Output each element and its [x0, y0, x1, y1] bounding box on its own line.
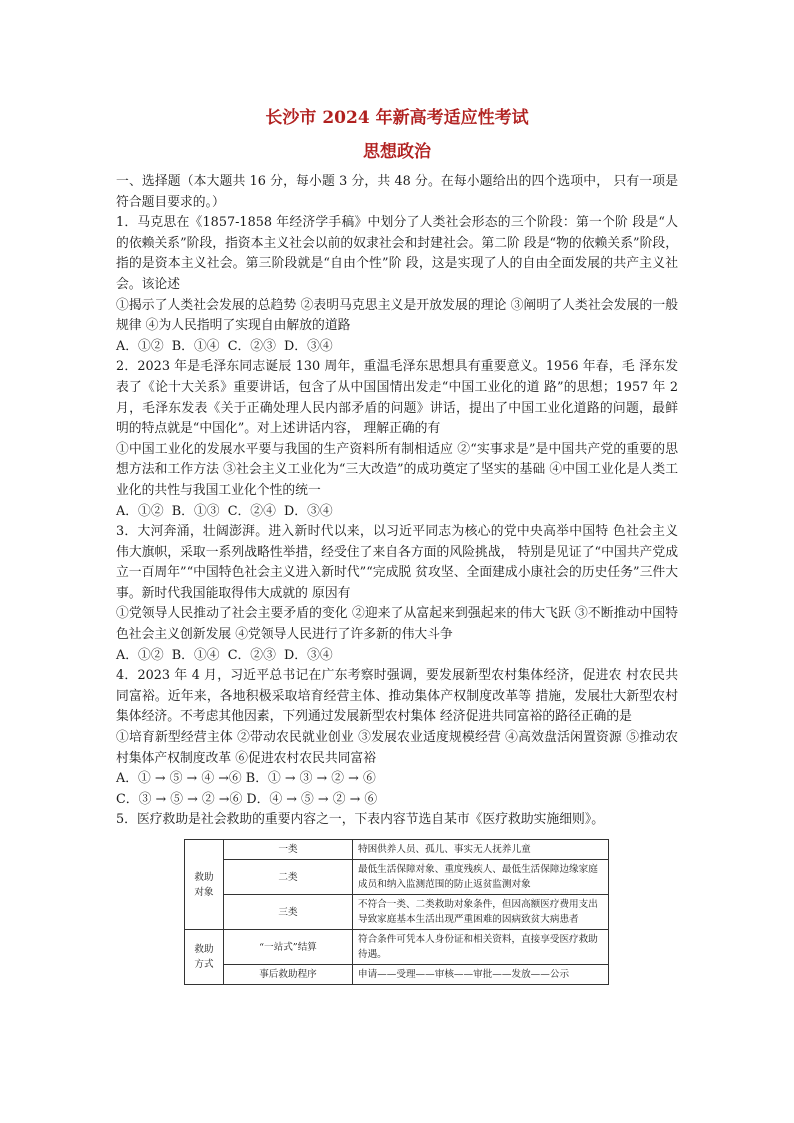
- row-label: 一类: [224, 840, 353, 860]
- question-4: [116, 666, 678, 810]
- exam-page: [116, 100, 678, 985]
- question-1: [116, 213, 678, 357]
- exam-title: 长沙市 2024 年新高考适应性考试: [265, 108, 529, 128]
- medical-aid-table: [184, 839, 609, 985]
- table-row: [185, 930, 609, 965]
- aid-method-header: 救助方式: [185, 930, 224, 985]
- row-label: 二类: [224, 860, 353, 895]
- question-items: ①培育新型经营主体 ②带动农民就业创业 ③发展农业适度规模经营 ④高效盘活闲置资源 ⑤推动农村集体产权制度改革 ⑥促进农村农民共同富裕: [116, 730, 678, 766]
- row-label: “一站式”结算: [224, 930, 353, 965]
- question-items: ①揭示了人类社会发展的总趋势 ②表明马克思主义是开放发展的理论 ③阐明了人类社会发展的一般规律 ④为人民指明了实现自由解放的道路: [116, 297, 678, 334]
- question-stem: 1．马克思在《1857-1858 年经济学手稿》中划分了人类社会形态的三个阶段：第一个阶 段是“人的依赖关系”阶段，指资本主义社会以前的奴隶社会和封建社会。第二阶 段是“物的依赖关系”阶段，指的是资本主义社会。第三阶段就是“自由个性”阶 段，这是实现了人的自由全面发展的共产主义社会。该论述: [116, 215, 678, 292]
- row-content: 特困供养人员、孤儿、事实无人抚养儿童: [353, 840, 609, 860]
- table-row: [185, 965, 609, 985]
- row-label: 三类: [224, 895, 353, 930]
- question-stem: 2．2023 年是毛泽东同志诞辰 130 周年，重温毛泽东思想具有重要意义。1956 年春，毛 泽东发表了《论十大关系》重要讲话，包含了从中国国情出发走“中国工业化的道 路”的思想；1957 年 2 月，毛泽东发表《关于正确处理人民内部矛盾的问题》讲话，提出了中国工业化道路的问题，最鲜明的特点就是“中国化”。对上述讲话内容， 理解正确的有: [116, 359, 678, 437]
- question-options-line-2: C．③ → ⑤ → ② →⑥ D．④ → ⑤ → ② → ⑥: [116, 791, 378, 807]
- question-stem: 3．大河奔涌，壮阔澎湃。进入新时代以来，以习近平同志为核心的党中央高举中国特 色社会主义伟大旗帜，采取一系列战略性举措，经受住了来自各方面的风险挑战， 特别是见证了“中国共产党成立一百周年”“中国特色社会主义进入新时代”“完成脱 贫攻坚、全面建成小康社会的历史任务”三件大事。新时代我国能取得伟大成就的 原因有: [116, 524, 678, 601]
- question-stem: 4．2023 年 4 月，习近平总书记在广东考察时强调，要发展新型农村集体经济，促进农 村农民共同富裕。近年来，各地积极采取培育经营主体、推动集体产权制度改革等 措施，发展壮大新型农村集体经济。不考虑其他因素，下列通过发展新型农村集体 经济促进共同富裕的路径正确的是: [116, 668, 678, 725]
- table-row: [185, 895, 609, 930]
- question-2: [116, 357, 678, 522]
- question-5: [116, 810, 678, 831]
- question-stem: 5．医疗救助是社会救助的重要内容之一，下表内容节选自某市《医疗救助实施细则》。: [116, 812, 605, 828]
- row-content: 申请——受理——审核——审批——发放——公示: [353, 965, 609, 985]
- question-options: A．①② B．①③ C．②④ D．③④: [116, 503, 333, 519]
- table-row: [185, 860, 609, 895]
- subject-title: 思想政治: [363, 142, 431, 162]
- section-intro: 一、选择题（本大题共 16 分，每小题 3 分，共 48 分。在每小题给出的四个选项中， 只有一项是符合题目要求的。）: [116, 174, 678, 210]
- question-options-line-1: A．① → ⑤ → ④ →⑥ B．① → ③ → ② → ⑥: [116, 771, 376, 787]
- aid-target-header: 救助对象: [185, 840, 224, 930]
- table-row: [185, 840, 609, 860]
- question-options: A．①② B．①④ C．②③ D．③④: [116, 647, 333, 663]
- row-label: 事后救助程序: [224, 965, 353, 985]
- question-items: ①党领导人民推动了社会主要矛盾的变化 ②迎来了从富起来到强起来的伟大飞跃 ③不断推动中国特色社会主义创新发展 ④党领导人民进行了许多新的伟大斗争: [116, 606, 678, 643]
- row-content: 最低生活保障对象、重度残疾人、最低生活保障边缘家庭成员和纳入监测范围的防止返贫监测对象: [353, 860, 609, 895]
- row-content: 不符合一类、二类救助对象条件，但因高额医疗费用支出导致家庭基本生活出现严重困难的因病致贫大病患者: [353, 895, 609, 930]
- row-content: 符合条件可凭本人身份证和相关资料，直接享受医疗救助待遇。: [353, 930, 609, 965]
- question-items: ①中国工业化的发展水平要与我国的生产资料所有制相适应 ②“实事求是”是中国共产党的重要的思想方法和工作方法 ③社会主义工业化为“三大改造”的成功奠定了坚实的基础 ④中国工业化是人类工业化的共性与我国工业化个性的统一: [116, 441, 678, 498]
- question-options: A．①② B．①④ C．②③ D．③④: [116, 338, 333, 354]
- question-3: [116, 522, 678, 666]
